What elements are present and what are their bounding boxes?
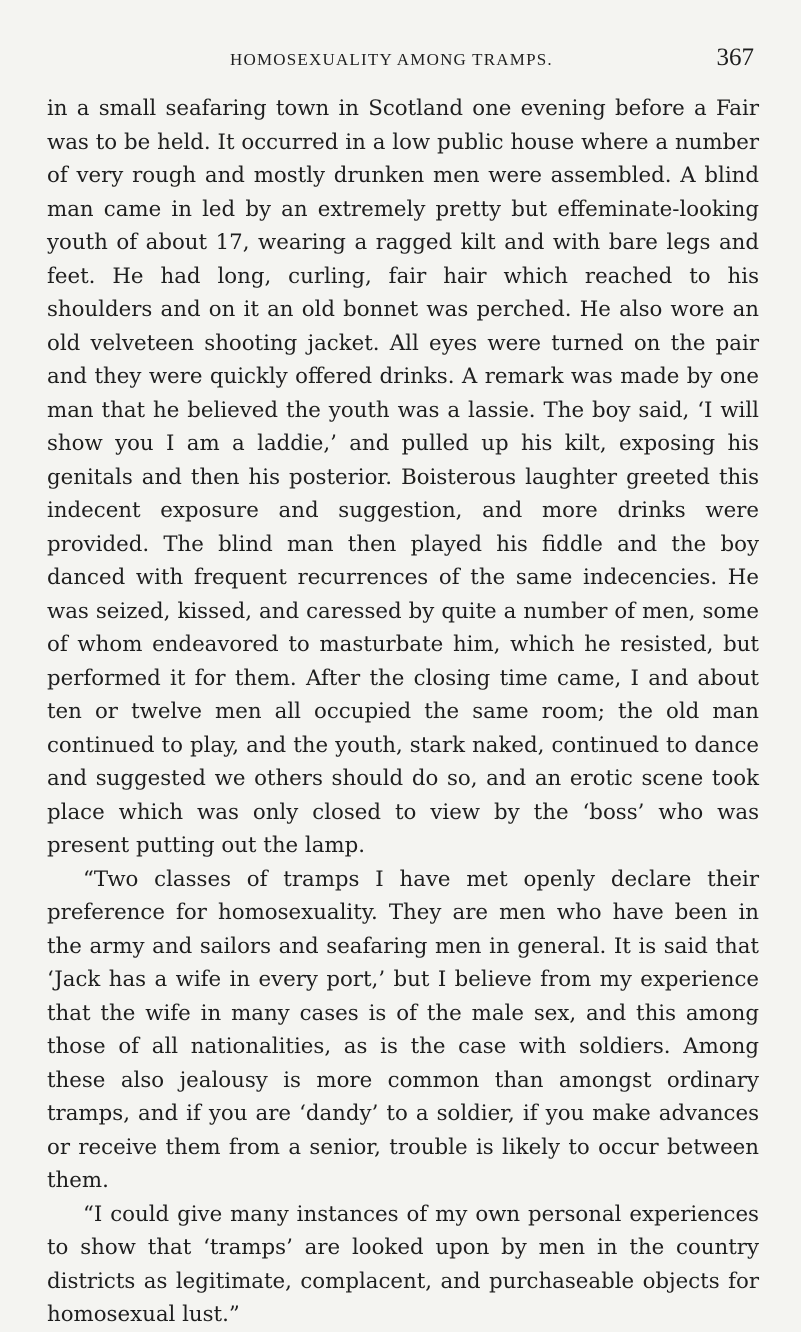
paragraph-2: “Two classes of tramps I have met openly declare their preference for homosexuality. They are men who have been in the army and sailors and seafaring men in general. It is said that ‘Jack has a wife in every port,’ but I believe from my experience that the wife in many cases is of the male sex, and this among those of all nationalities, as is the case with soldiers. Among these also jealousy is more common than amongst ordinary tramps, and if you are ‘dandy’ to a soldier, if you make advances or receive them from a senior, trouble is likely to occur between them. [47, 866, 759, 1193]
running-head: HOMOSEXUALITY AMONG TRAMPS. [230, 50, 553, 69]
body-text [47, 92, 759, 1332]
paragraph-1: in a small seafaring town in Scotland one evening before a Fair was to be held. It occurred in a low public house where a number of very rough and mostly drunken men were assembled. A blind man came in led by an extremely pretty but effeminate-looking youth of about 17, wearing a ragged kilt and with bare legs and feet. He had long, curling, fair hair which reached to his shoulders and on it an old bonnet was perched. He also wore an old velveteen shooting jacket. All eyes were turned on the pair and they were quickly offered drinks. A remark was made by one man that he believed the youth was a lassie. The boy said, ‘I will show you I am a laddie,’ and pulled up his kilt, exposing his genitals and then his posterior. Boisterous laughter greeted this indecent exposure and suggestion, and more drinks were provided. The blind man then played his fiddle and the boy danced with frequent recurrences of the same indecencies. He was seized, kissed, and caressed by quite a number of men, some of whom endeavored to masturbate him, which he resisted, but performed it for them. After the closing time came, I and about ten or twelve men all occupied the same room; the old man continued to play, and the youth, stark naked, continued to dance and suggested we others should do so, and an erotic scene took place which was only closed to view by the ‘boss’ who was present putting out the lamp. [47, 96, 759, 858]
page-number: 367 [716, 44, 754, 71]
paragraph-3: “I could give many instances of my own personal experiences to show that ‘tramps’ are looked upon by men in the country districts as legitimate, complacent, and purchaseable objects for homosexual lust.” [47, 1201, 759, 1327]
